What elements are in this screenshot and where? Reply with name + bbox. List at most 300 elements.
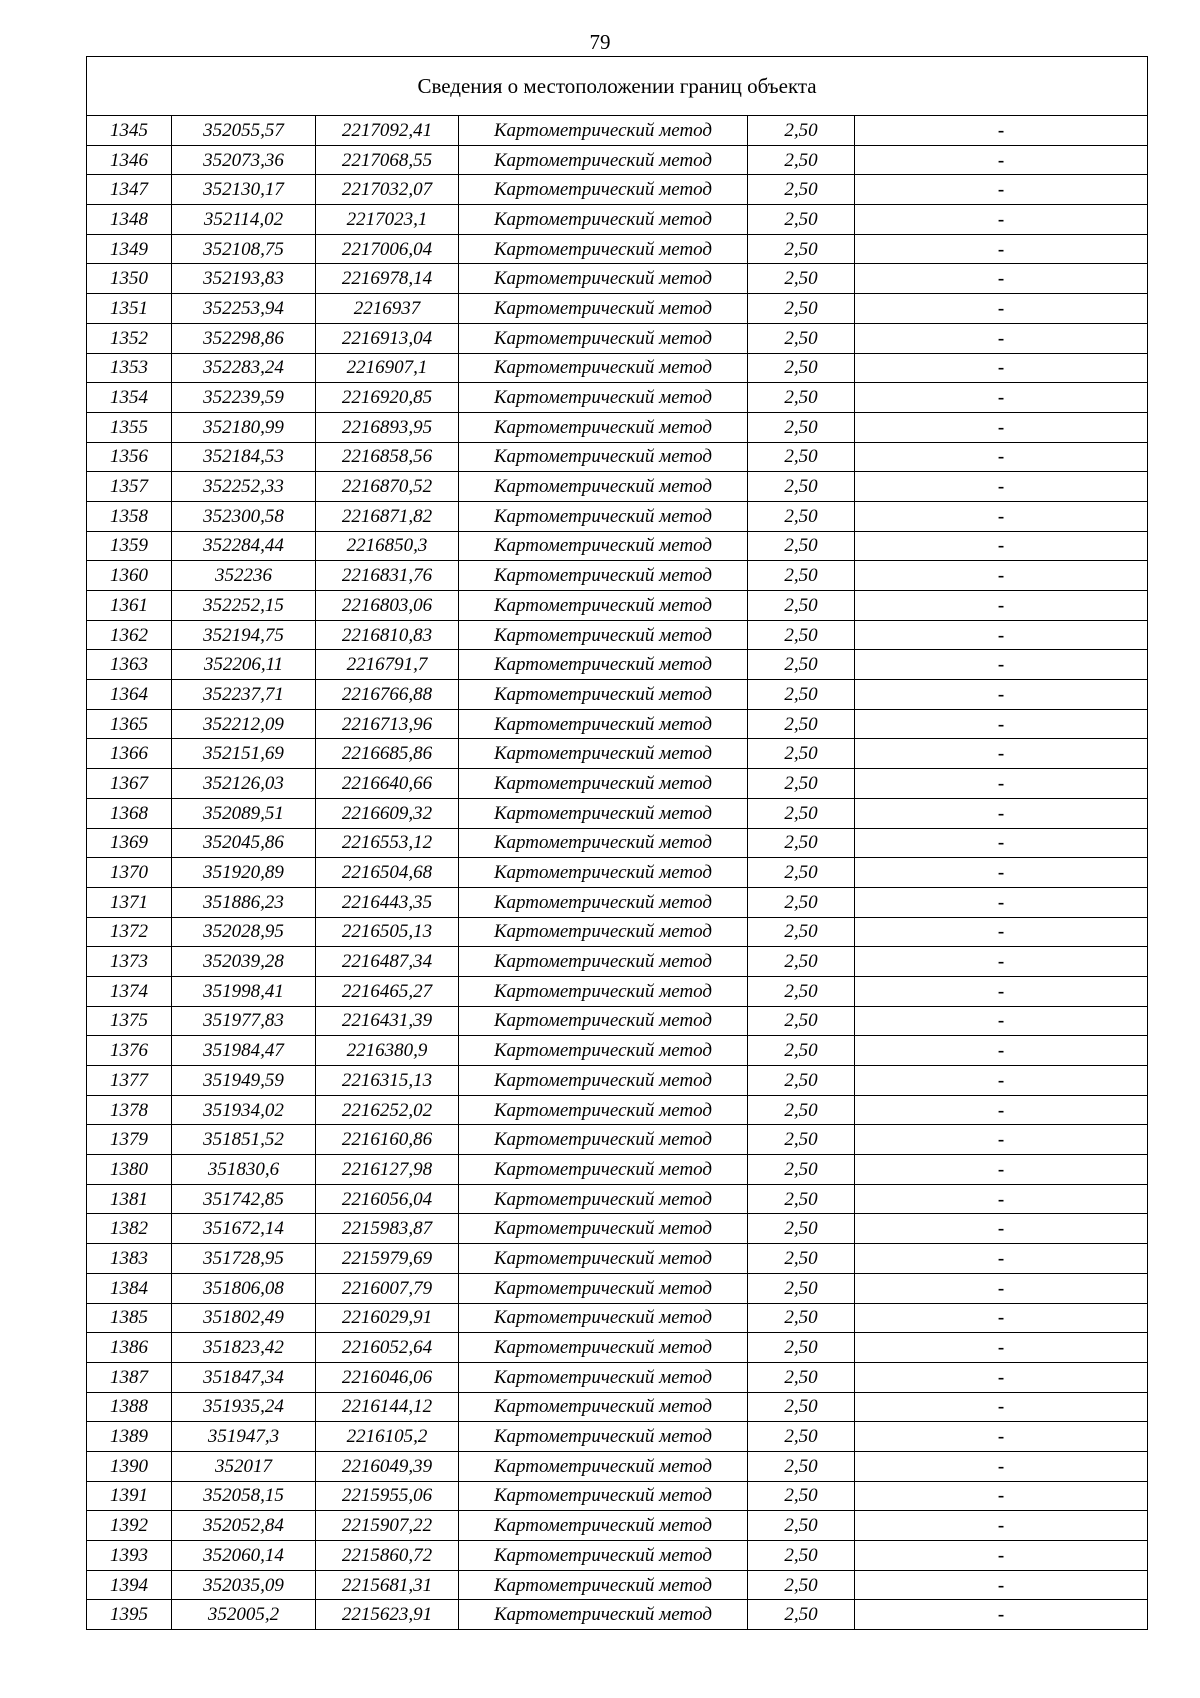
- point-number-cell: 1378: [87, 1095, 172, 1125]
- point-number-cell: 1379: [87, 1125, 172, 1155]
- method-cell: Картометрический метод: [459, 1422, 748, 1452]
- accuracy-cell: 2,50: [748, 116, 855, 146]
- table-body: [87, 116, 1148, 1630]
- table-row: [87, 1006, 1148, 1036]
- description-cell: -: [855, 145, 1148, 175]
- y-coordinate-cell: 2216609,32: [316, 798, 459, 828]
- y-coordinate-cell: 2216937: [316, 294, 459, 324]
- point-number-cell: 1358: [87, 501, 172, 531]
- table-row: [87, 917, 1148, 947]
- point-number-cell: 1383: [87, 1244, 172, 1274]
- x-coordinate-cell: 352005,2: [172, 1600, 316, 1630]
- y-coordinate-cell: 2217032,07: [316, 175, 459, 205]
- y-coordinate-cell: 2216380,9: [316, 1036, 459, 1066]
- accuracy-cell: 2,50: [748, 234, 855, 264]
- y-coordinate-cell: 2216553,12: [316, 828, 459, 858]
- description-cell: -: [855, 1125, 1148, 1155]
- method-cell: Картометрический метод: [459, 1006, 748, 1036]
- point-number-cell: 1346: [87, 145, 172, 175]
- description-cell: -: [855, 501, 1148, 531]
- table-row: [87, 709, 1148, 739]
- x-coordinate-cell: 352184,53: [172, 442, 316, 472]
- x-coordinate-cell: 352151,69: [172, 739, 316, 769]
- point-number-cell: 1362: [87, 620, 172, 650]
- y-coordinate-cell: 2216803,06: [316, 591, 459, 621]
- description-cell: -: [855, 680, 1148, 710]
- table-row: [87, 1244, 1148, 1274]
- y-coordinate-cell: 2215623,91: [316, 1600, 459, 1630]
- x-coordinate-cell: 351830,6: [172, 1155, 316, 1185]
- x-coordinate-cell: 351934,02: [172, 1095, 316, 1125]
- accuracy-cell: 2,50: [748, 1451, 855, 1481]
- description-cell: -: [855, 264, 1148, 294]
- x-coordinate-cell: 352073,36: [172, 145, 316, 175]
- x-coordinate-cell: 352236: [172, 561, 316, 591]
- x-coordinate-cell: 352194,75: [172, 620, 316, 650]
- table-row: [87, 976, 1148, 1006]
- method-cell: Картометрический метод: [459, 798, 748, 828]
- accuracy-cell: 2,50: [748, 1570, 855, 1600]
- method-cell: Картометрический метод: [459, 709, 748, 739]
- accuracy-cell: 2,50: [748, 264, 855, 294]
- y-coordinate-cell: 2216850,3: [316, 531, 459, 561]
- accuracy-cell: 2,50: [748, 709, 855, 739]
- point-number-cell: 1348: [87, 205, 172, 235]
- table-row: [87, 353, 1148, 383]
- description-cell: -: [855, 1155, 1148, 1185]
- accuracy-cell: 2,50: [748, 1006, 855, 1036]
- description-cell: -: [855, 1244, 1148, 1274]
- description-cell: -: [855, 1481, 1148, 1511]
- method-cell: Картометрический метод: [459, 1451, 748, 1481]
- y-coordinate-cell: 2216049,39: [316, 1451, 459, 1481]
- description-cell: -: [855, 561, 1148, 591]
- y-coordinate-cell: 2215983,87: [316, 1214, 459, 1244]
- x-coordinate-cell: 352058,15: [172, 1481, 316, 1511]
- table-row: [87, 501, 1148, 531]
- y-coordinate-cell: 2216685,86: [316, 739, 459, 769]
- accuracy-cell: 2,50: [748, 383, 855, 413]
- y-coordinate-cell: 2217092,41: [316, 116, 459, 146]
- method-cell: Картометрический метод: [459, 591, 748, 621]
- y-coordinate-cell: 2216431,39: [316, 1006, 459, 1036]
- accuracy-cell: 2,50: [748, 1541, 855, 1571]
- x-coordinate-cell: 351847,34: [172, 1362, 316, 1392]
- y-coordinate-cell: 2216810,83: [316, 620, 459, 650]
- table-row: [87, 531, 1148, 561]
- description-cell: -: [855, 234, 1148, 264]
- table-row: [87, 1303, 1148, 1333]
- method-cell: Картометрический метод: [459, 412, 748, 442]
- method-cell: Картометрический метод: [459, 1333, 748, 1363]
- point-number-cell: 1357: [87, 472, 172, 502]
- description-cell: -: [855, 1541, 1148, 1571]
- point-number-cell: 1393: [87, 1541, 172, 1571]
- method-cell: Картометрический метод: [459, 323, 748, 353]
- accuracy-cell: 2,50: [748, 1214, 855, 1244]
- method-cell: Картометрический метод: [459, 1511, 748, 1541]
- table-row: [87, 472, 1148, 502]
- accuracy-cell: 2,50: [748, 323, 855, 353]
- table-row: [87, 1511, 1148, 1541]
- table-row: [87, 116, 1148, 146]
- x-coordinate-cell: 351949,59: [172, 1066, 316, 1096]
- method-cell: Картометрический метод: [459, 175, 748, 205]
- y-coordinate-cell: 2216465,27: [316, 976, 459, 1006]
- accuracy-cell: 2,50: [748, 1155, 855, 1185]
- description-cell: -: [855, 1303, 1148, 1333]
- x-coordinate-cell: 352252,15: [172, 591, 316, 621]
- y-coordinate-cell: 2215955,06: [316, 1481, 459, 1511]
- table-row: [87, 798, 1148, 828]
- x-coordinate-cell: 352253,94: [172, 294, 316, 324]
- description-cell: -: [855, 769, 1148, 799]
- point-number-cell: 1360: [87, 561, 172, 591]
- table-row: [87, 1451, 1148, 1481]
- description-cell: -: [855, 1422, 1148, 1452]
- y-coordinate-cell: 2216870,52: [316, 472, 459, 502]
- point-number-cell: 1368: [87, 798, 172, 828]
- description-cell: -: [855, 739, 1148, 769]
- y-coordinate-cell: 2216029,91: [316, 1303, 459, 1333]
- y-coordinate-cell: 2217068,55: [316, 145, 459, 175]
- x-coordinate-cell: 352089,51: [172, 798, 316, 828]
- x-coordinate-cell: 351977,83: [172, 1006, 316, 1036]
- description-cell: -: [855, 1066, 1148, 1096]
- table-row: [87, 858, 1148, 888]
- description-cell: -: [855, 1214, 1148, 1244]
- accuracy-cell: 2,50: [748, 769, 855, 799]
- method-cell: Картометрический метод: [459, 1095, 748, 1125]
- y-coordinate-cell: 2216978,14: [316, 264, 459, 294]
- table-row: [87, 1392, 1148, 1422]
- method-cell: Картометрический метод: [459, 1481, 748, 1511]
- method-cell: Картометрический метод: [459, 1036, 748, 1066]
- method-cell: Картометрический метод: [459, 1184, 748, 1214]
- x-coordinate-cell: 352017: [172, 1451, 316, 1481]
- accuracy-cell: 2,50: [748, 680, 855, 710]
- point-number-cell: 1377: [87, 1066, 172, 1096]
- x-coordinate-cell: 352060,14: [172, 1541, 316, 1571]
- method-cell: Картометрический метод: [459, 680, 748, 710]
- method-cell: Картометрический метод: [459, 561, 748, 591]
- table-row: [87, 1273, 1148, 1303]
- description-cell: -: [855, 175, 1148, 205]
- method-cell: Картометрический метод: [459, 442, 748, 472]
- accuracy-cell: 2,50: [748, 1422, 855, 1452]
- table-row: [87, 442, 1148, 472]
- table-row: [87, 294, 1148, 324]
- accuracy-cell: 2,50: [748, 1362, 855, 1392]
- y-coordinate-cell: 2216127,98: [316, 1155, 459, 1185]
- x-coordinate-cell: 352193,83: [172, 264, 316, 294]
- method-cell: Картометрический метод: [459, 917, 748, 947]
- accuracy-cell: 2,50: [748, 353, 855, 383]
- point-number-cell: 1349: [87, 234, 172, 264]
- x-coordinate-cell: 352130,17: [172, 175, 316, 205]
- x-coordinate-cell: 352035,09: [172, 1570, 316, 1600]
- description-cell: -: [855, 472, 1148, 502]
- table-row: [87, 412, 1148, 442]
- description-cell: -: [855, 1570, 1148, 1600]
- y-coordinate-cell: 2216871,82: [316, 501, 459, 531]
- description-cell: -: [855, 947, 1148, 977]
- point-number-cell: 1381: [87, 1184, 172, 1214]
- table-row: [87, 145, 1148, 175]
- accuracy-cell: 2,50: [748, 145, 855, 175]
- y-coordinate-cell: 2216487,34: [316, 947, 459, 977]
- y-coordinate-cell: 2216893,95: [316, 412, 459, 442]
- method-cell: Картометрический метод: [459, 472, 748, 502]
- y-coordinate-cell: 2216252,02: [316, 1095, 459, 1125]
- x-coordinate-cell: 351886,23: [172, 887, 316, 917]
- y-coordinate-cell: 2216443,35: [316, 887, 459, 917]
- x-coordinate-cell: 352206,11: [172, 650, 316, 680]
- table-row: [87, 769, 1148, 799]
- table-row: [87, 887, 1148, 917]
- description-cell: -: [855, 116, 1148, 146]
- x-coordinate-cell: 352108,75: [172, 234, 316, 264]
- accuracy-cell: 2,50: [748, 620, 855, 650]
- table-row: [87, 205, 1148, 235]
- y-coordinate-cell: 2216105,2: [316, 1422, 459, 1452]
- accuracy-cell: 2,50: [748, 917, 855, 947]
- accuracy-cell: 2,50: [748, 650, 855, 680]
- x-coordinate-cell: 351984,47: [172, 1036, 316, 1066]
- x-coordinate-cell: 352039,28: [172, 947, 316, 977]
- point-number-cell: 1371: [87, 887, 172, 917]
- table-caption: Сведения о местоположении границ объекта: [87, 57, 1148, 116]
- table-row: [87, 1184, 1148, 1214]
- table-row: [87, 828, 1148, 858]
- y-coordinate-cell: 2216913,04: [316, 323, 459, 353]
- y-coordinate-cell: 2216056,04: [316, 1184, 459, 1214]
- point-number-cell: 1375: [87, 1006, 172, 1036]
- method-cell: Картометрический метод: [459, 1303, 748, 1333]
- description-cell: -: [855, 1095, 1148, 1125]
- description-cell: -: [855, 205, 1148, 235]
- y-coordinate-cell: 2216160,86: [316, 1125, 459, 1155]
- accuracy-cell: 2,50: [748, 1392, 855, 1422]
- method-cell: Картометрический метод: [459, 1362, 748, 1392]
- accuracy-cell: 2,50: [748, 294, 855, 324]
- method-cell: Картометрический метод: [459, 1155, 748, 1185]
- y-coordinate-cell: 2216713,96: [316, 709, 459, 739]
- method-cell: Картометрический метод: [459, 1273, 748, 1303]
- method-cell: Картометрический метод: [459, 1600, 748, 1630]
- x-coordinate-cell: 351802,49: [172, 1303, 316, 1333]
- description-cell: -: [855, 353, 1148, 383]
- description-cell: -: [855, 1362, 1148, 1392]
- description-cell: -: [855, 828, 1148, 858]
- method-cell: Картометрический метод: [459, 769, 748, 799]
- y-coordinate-cell: 2216791,7: [316, 650, 459, 680]
- y-coordinate-cell: 2216046,06: [316, 1362, 459, 1392]
- method-cell: Картометрический метод: [459, 1244, 748, 1274]
- description-cell: -: [855, 917, 1148, 947]
- accuracy-cell: 2,50: [748, 1333, 855, 1363]
- x-coordinate-cell: 352212,09: [172, 709, 316, 739]
- x-coordinate-cell: 352180,99: [172, 412, 316, 442]
- accuracy-cell: 2,50: [748, 798, 855, 828]
- point-number-cell: 1395: [87, 1600, 172, 1630]
- x-coordinate-cell: 351920,89: [172, 858, 316, 888]
- table-row: [87, 175, 1148, 205]
- x-coordinate-cell: 352055,57: [172, 116, 316, 146]
- description-cell: -: [855, 323, 1148, 353]
- method-cell: Картометрический метод: [459, 887, 748, 917]
- x-coordinate-cell: 351806,08: [172, 1273, 316, 1303]
- x-coordinate-cell: 352298,86: [172, 323, 316, 353]
- y-coordinate-cell: 2216052,64: [316, 1333, 459, 1363]
- method-cell: Картометрический метод: [459, 1392, 748, 1422]
- method-cell: Картометрический метод: [459, 294, 748, 324]
- point-number-cell: 1372: [87, 917, 172, 947]
- method-cell: Картометрический метод: [459, 234, 748, 264]
- method-cell: Картометрический метод: [459, 828, 748, 858]
- point-number-cell: 1354: [87, 383, 172, 413]
- point-number-cell: 1365: [87, 709, 172, 739]
- table-row: [87, 1362, 1148, 1392]
- method-cell: Картометрический метод: [459, 383, 748, 413]
- point-number-cell: 1351: [87, 294, 172, 324]
- table-row: [87, 1481, 1148, 1511]
- table-row: [87, 1541, 1148, 1571]
- point-number-cell: 1363: [87, 650, 172, 680]
- table-row: [87, 1214, 1148, 1244]
- point-number-cell: 1353: [87, 353, 172, 383]
- table-row: [87, 620, 1148, 650]
- accuracy-cell: 2,50: [748, 858, 855, 888]
- method-cell: Картометрический метод: [459, 650, 748, 680]
- description-cell: -: [855, 887, 1148, 917]
- point-number-cell: 1392: [87, 1511, 172, 1541]
- table-row: [87, 234, 1148, 264]
- accuracy-cell: 2,50: [748, 501, 855, 531]
- description-cell: -: [855, 531, 1148, 561]
- method-cell: Картометрический метод: [459, 976, 748, 1006]
- method-cell: Картометрический метод: [459, 531, 748, 561]
- description-cell: -: [855, 1333, 1148, 1363]
- table-row: [87, 1422, 1148, 1452]
- description-cell: -: [855, 383, 1148, 413]
- table-row: [87, 1036, 1148, 1066]
- point-number-cell: 1369: [87, 828, 172, 858]
- method-cell: Картометрический метод: [459, 858, 748, 888]
- point-number-cell: 1345: [87, 116, 172, 146]
- accuracy-cell: 2,50: [748, 1303, 855, 1333]
- point-number-cell: 1386: [87, 1333, 172, 1363]
- point-number-cell: 1382: [87, 1214, 172, 1244]
- y-coordinate-cell: 2215979,69: [316, 1244, 459, 1274]
- point-number-cell: 1385: [87, 1303, 172, 1333]
- method-cell: Картометрический метод: [459, 145, 748, 175]
- method-cell: Картометрический метод: [459, 1125, 748, 1155]
- accuracy-cell: 2,50: [748, 412, 855, 442]
- point-number-cell: 1380: [87, 1155, 172, 1185]
- x-coordinate-cell: 351672,14: [172, 1214, 316, 1244]
- table-row: [87, 1333, 1148, 1363]
- x-coordinate-cell: 351728,95: [172, 1244, 316, 1274]
- method-cell: Картометрический метод: [459, 205, 748, 235]
- y-coordinate-cell: 2216504,68: [316, 858, 459, 888]
- y-coordinate-cell: 2216831,76: [316, 561, 459, 591]
- table-row: [87, 1125, 1148, 1155]
- y-coordinate-cell: 2216920,85: [316, 383, 459, 413]
- method-cell: Картометрический метод: [459, 1066, 748, 1096]
- description-cell: -: [855, 1451, 1148, 1481]
- accuracy-cell: 2,50: [748, 1481, 855, 1511]
- point-number-cell: 1355: [87, 412, 172, 442]
- table-row: [87, 264, 1148, 294]
- table-row: [87, 680, 1148, 710]
- point-number-cell: 1384: [87, 1273, 172, 1303]
- table-row: [87, 650, 1148, 680]
- point-number-cell: 1352: [87, 323, 172, 353]
- x-coordinate-cell: 352052,84: [172, 1511, 316, 1541]
- point-number-cell: 1374: [87, 976, 172, 1006]
- point-number-cell: 1394: [87, 1570, 172, 1600]
- description-cell: -: [855, 294, 1148, 324]
- accuracy-cell: 2,50: [748, 887, 855, 917]
- description-cell: -: [855, 620, 1148, 650]
- accuracy-cell: 2,50: [748, 205, 855, 235]
- description-cell: -: [855, 650, 1148, 680]
- accuracy-cell: 2,50: [748, 1095, 855, 1125]
- y-coordinate-cell: 2217006,04: [316, 234, 459, 264]
- description-cell: -: [855, 709, 1148, 739]
- description-cell: -: [855, 1184, 1148, 1214]
- method-cell: Картометрический метод: [459, 116, 748, 146]
- accuracy-cell: 2,50: [748, 1066, 855, 1096]
- page-number: 79: [589, 30, 611, 54]
- point-number-cell: 1364: [87, 680, 172, 710]
- x-coordinate-cell: 352252,33: [172, 472, 316, 502]
- table-row: [87, 947, 1148, 977]
- point-number-cell: 1373: [87, 947, 172, 977]
- point-number-cell: 1366: [87, 739, 172, 769]
- point-number-cell: 1391: [87, 1481, 172, 1511]
- method-cell: Картометрический метод: [459, 353, 748, 383]
- table-row: [87, 1155, 1148, 1185]
- method-cell: Картометрический метод: [459, 1214, 748, 1244]
- table-caption-row: [87, 57, 1148, 116]
- y-coordinate-cell: 2216315,13: [316, 1066, 459, 1096]
- description-cell: -: [855, 858, 1148, 888]
- point-number-cell: 1387: [87, 1362, 172, 1392]
- point-number-cell: 1370: [87, 858, 172, 888]
- y-coordinate-cell: 2216007,79: [316, 1273, 459, 1303]
- x-coordinate-cell: 352114,02: [172, 205, 316, 235]
- description-cell: -: [855, 1600, 1148, 1630]
- description-cell: -: [855, 1006, 1148, 1036]
- accuracy-cell: 2,50: [748, 1184, 855, 1214]
- point-number-cell: 1376: [87, 1036, 172, 1066]
- y-coordinate-cell: 2215907,22: [316, 1511, 459, 1541]
- description-cell: -: [855, 412, 1148, 442]
- method-cell: Картометрический метод: [459, 1570, 748, 1600]
- y-coordinate-cell: 2215860,72: [316, 1541, 459, 1571]
- boundary-coordinates-table: [86, 56, 1148, 1630]
- y-coordinate-cell: 2216766,88: [316, 680, 459, 710]
- table-row: [87, 323, 1148, 353]
- point-number-cell: 1367: [87, 769, 172, 799]
- point-number-cell: 1390: [87, 1451, 172, 1481]
- table-row: [87, 1066, 1148, 1096]
- accuracy-cell: 2,50: [748, 947, 855, 977]
- x-coordinate-cell: 352283,24: [172, 353, 316, 383]
- method-cell: Картометрический метод: [459, 501, 748, 531]
